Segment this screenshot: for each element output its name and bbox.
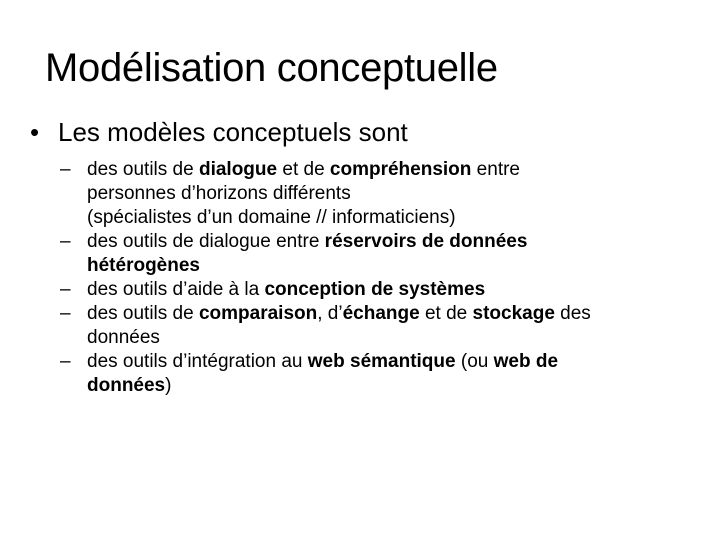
main-bullet xyxy=(30,114,408,150)
bold-term: échange xyxy=(342,303,420,324)
dash-marker: – xyxy=(60,303,71,324)
line: des outils de comparaison, d’échange et de stockage des xyxy=(87,303,591,324)
bold-term: conception de systèmes xyxy=(264,279,486,300)
bold-term: hétérogènes xyxy=(87,255,200,276)
line: des outils d’intégration au web sémantique (ou web de xyxy=(87,351,559,372)
line: données xyxy=(87,327,160,348)
bold-term: comparaison xyxy=(198,303,318,324)
sub-bullet-comparaison xyxy=(60,302,680,350)
dash-marker: – xyxy=(60,351,71,372)
sub-bullet-list xyxy=(60,158,680,398)
bold-term: web sémantique xyxy=(307,351,456,372)
line: des outils d’aide à la conception de systèmes xyxy=(87,279,486,300)
sub-bullet-dialogue xyxy=(60,158,680,230)
bold-term: dialogue xyxy=(198,159,278,180)
sub-bullet-conception xyxy=(60,278,680,302)
bold-term: données xyxy=(87,375,166,396)
line: des outils de dialogue entre réservoirs de données xyxy=(87,231,528,252)
dash-marker: – xyxy=(60,231,71,252)
line xyxy=(87,254,680,278)
sub-bullet-web-semantique xyxy=(60,350,680,398)
line: données) xyxy=(87,375,172,396)
main-bullet-text: Les modèles conceptuels sont xyxy=(58,117,408,147)
dash-marker: – xyxy=(60,159,71,180)
line: personnes d’horizons différents xyxy=(87,183,351,204)
slide-title: Modélisation conceptuelle xyxy=(45,46,498,90)
bold-term: web de xyxy=(493,351,559,372)
sub-bullet-reservoirs xyxy=(60,230,680,278)
bold-term: compréhension xyxy=(329,159,472,180)
bullet-marker: • xyxy=(30,117,40,147)
bold-term: réservoirs de données xyxy=(324,231,528,252)
dash-marker: – xyxy=(60,279,71,300)
bold-term: stockage xyxy=(472,303,555,324)
line: (spécialistes d’un domaine // informaticiens) xyxy=(87,207,456,228)
line: des outils de dialogue et de compréhension entre xyxy=(87,159,520,180)
